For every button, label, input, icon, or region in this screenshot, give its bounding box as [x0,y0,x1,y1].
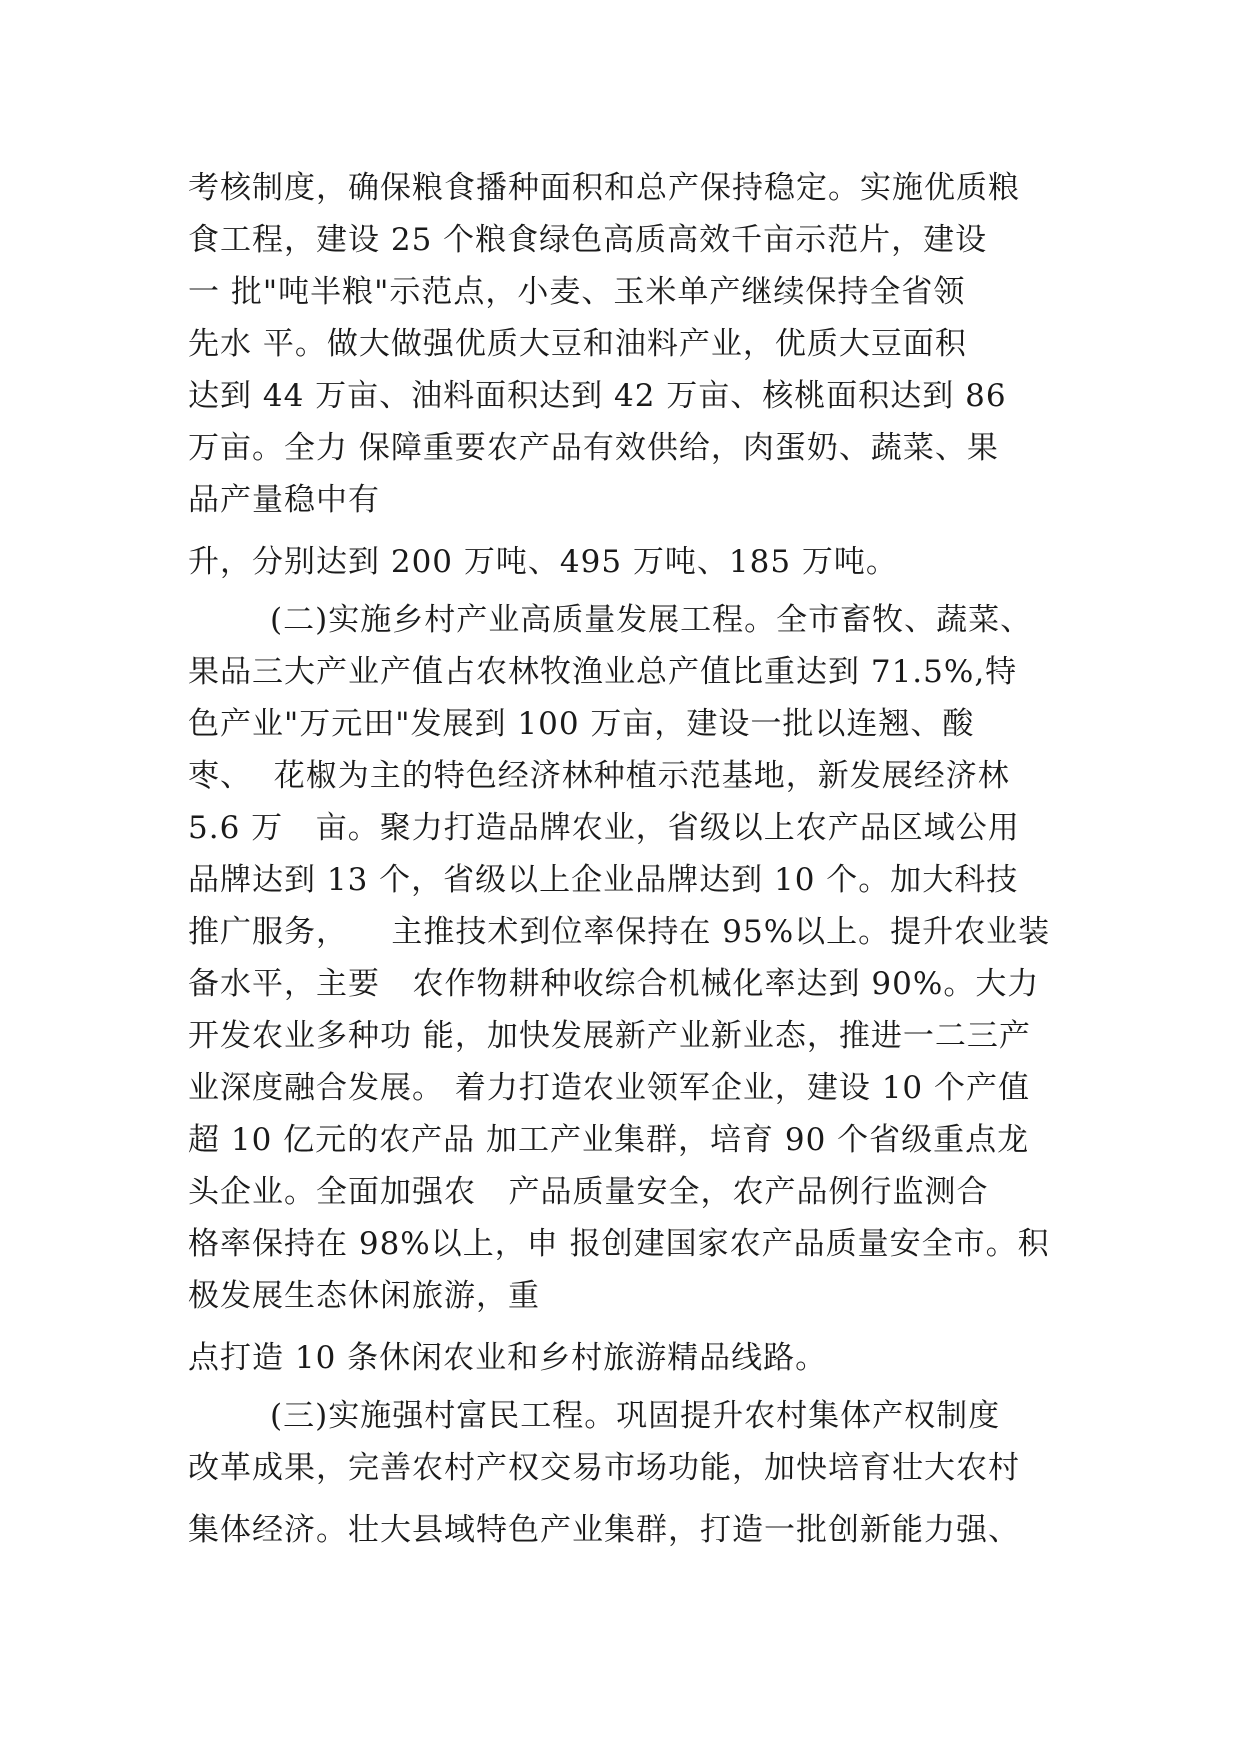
text-line: 改革成果，完善农村产权交易市场功能，加快培育壮大农村 [188,1450,1020,1486]
text-line: 枣、 花椒为主的特色经济林种植示范基地，新发展经济林 [188,758,1010,794]
text-line: 升，分别达到 200 万吨、495 万吨、185 万吨。 [188,544,898,580]
text-line: 食工程，建设 25 个粮食绿色高质高效千亩示范片，建设 [188,222,988,258]
text-line: 业深度融合发展。 着力打造农业领军企业，建设 10 个产值 [188,1070,1031,1106]
text-line: 点打造 10 条休闲农业和乡村旅游精品线路。 [188,1340,828,1376]
text-line: 备水平，主要 农作物耕种收综合机械化率达到 90%。大力 [188,966,1040,1002]
text-line: 5.6 万 亩。聚力打造品牌农业，省级以上农产品区域公用 [188,810,1020,846]
section-heading-line: (二)实施乡村产业高质量发展工程。全市畜牧、蔬菜、 [270,602,1033,638]
text-line: 开发农业多种功 能，加快发展新产业新业态，推进一二三产 [188,1018,1031,1054]
text-line: 极发展生态休闲旅游，重 [188,1278,540,1314]
text-line: 先水 平。做大做强优质大豆和油料产业，优质大豆面积 [188,326,967,362]
text-line: 果品三大产业产值占农林牧渔业总产值比重达到 71.5%,特 [188,654,1018,690]
text-line: 格率保持在 98%以上，申 报创建国家农产品质量安全市。积 [188,1226,1050,1262]
text-line: 推广服务， 主推技术到位率保持在 95%以上。提升农业装 [188,914,1051,950]
text-line: 一 批"吨半粮"示范点，小麦、玉米单产继续保持全省领 [188,274,966,310]
text-line: 集体经济。壮大县域特色产业集群，打造一批创新能力强、 [188,1512,1020,1548]
text-line: 品牌达到 13 个，省级以上企业品牌达到 10 个。加大科技 [188,862,1019,898]
text-line: 色产业"万元田"发展到 100 万亩，建设一批以连翘、酸 [188,706,975,742]
text-line: 头企业。全面加强农 产品质量安全，农产品例行监测合 [188,1174,989,1210]
text-line: 超 10 亿元的农产品 加工产业集群，培育 90 个省级重点龙 [188,1122,1030,1158]
text-line: 考核制度，确保粮食播种面积和总产保持稳定。实施优质粮 [188,170,1020,206]
section-heading-line: (三)实施强村富民工程。巩固提升农村集体产权制度 [270,1398,1001,1434]
text-line: 万亩。全力 保障重要农产品有效供给，肉蛋奶、蔬菜、果 [188,430,999,466]
text-line: 品产量稳中有 [188,482,380,518]
text-line: 达到 44 万亩、油料面积达到 42 万亩、核桃面积达到 86 [188,378,1007,414]
